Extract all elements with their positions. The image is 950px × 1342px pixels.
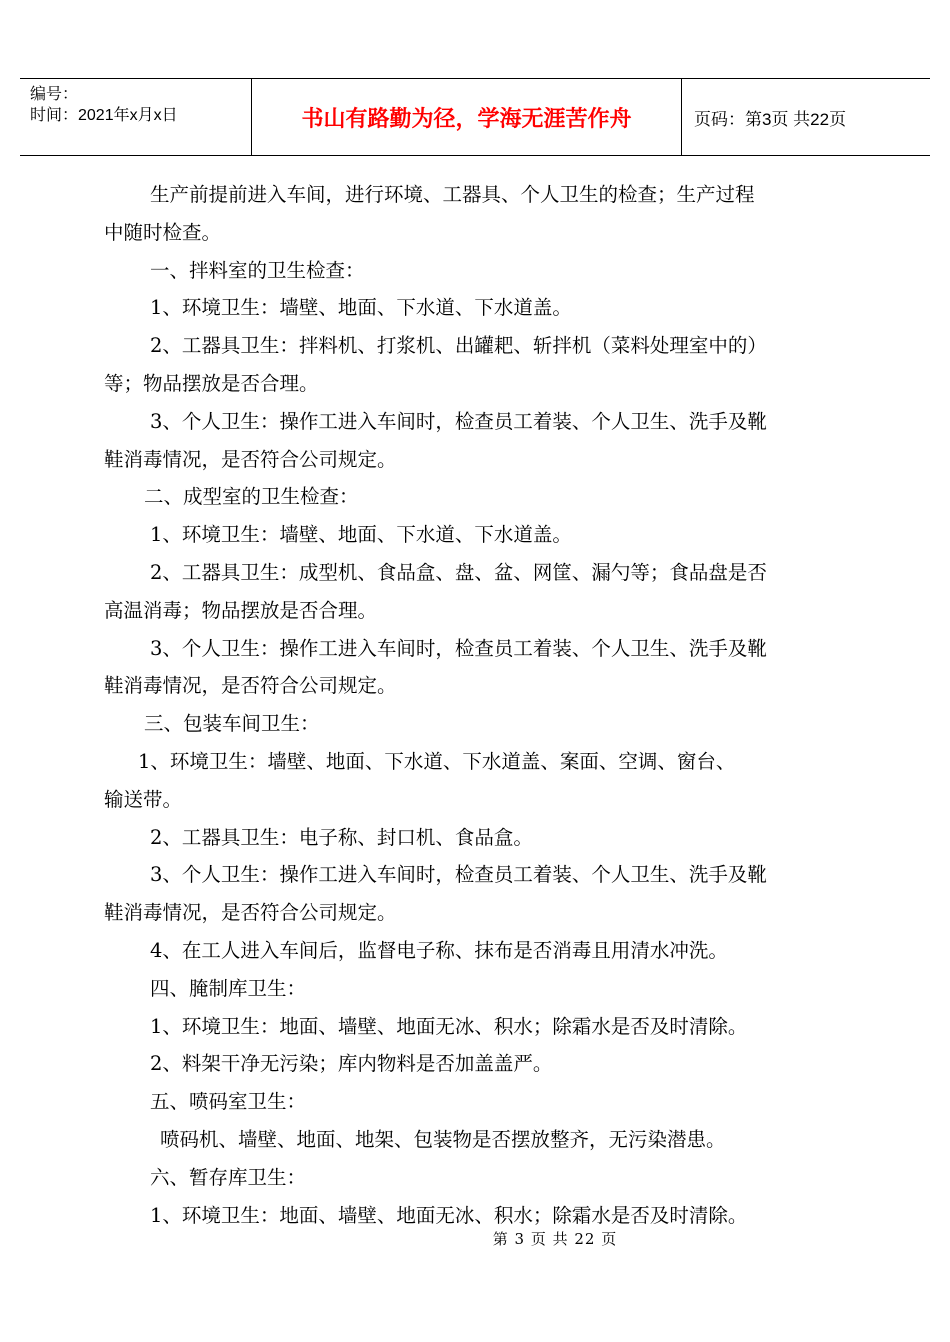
footer-page-number: 第 3 页 共 22 页 bbox=[492, 1230, 618, 1248]
paragraph: 2、工器具卫生：拌料机、打浆机、出罐耙、斩拌机（菜料处理室中的） bbox=[150, 334, 767, 358]
paragraph: 3、个人卫生：操作工进入车间时，检查员工着装、个人卫生、洗手及靴 bbox=[150, 863, 767, 887]
paragraph: 生产前提前进入车间，进行环境、工器具、个人卫生的检查；生产过程 bbox=[150, 183, 755, 206]
section-heading: 五、喷码室卫生： bbox=[150, 1090, 307, 1114]
paragraph: 2、工器具卫生：电子称、封口机、食品盒。 bbox=[150, 825, 533, 849]
page-footer bbox=[0, 1228, 950, 1249]
paragraph: 鞋消毒情况，是否符合公司规定。 bbox=[104, 674, 397, 698]
paragraph: 1、环境卫生：墙壁、地面、下水道、下水道盖。 bbox=[150, 523, 572, 547]
paragraph: 2、料架干净无污染；库内物料是否加盖盖严。 bbox=[150, 1052, 553, 1076]
document-time-label: 时间：2021年x月x日 bbox=[30, 107, 178, 124]
paragraph: 高温消毒；物品摆放是否合理。 bbox=[104, 598, 378, 622]
paragraph: 4、在工人进入车间后，监督电子称、抹布是否消毒且用清水冲洗。 bbox=[150, 938, 728, 962]
paragraph: 等；物品摆放是否合理。 bbox=[104, 371, 319, 395]
paragraph: 1、环境卫生：地面、墙壁、地面无冰、积水；除霜水是否及时清除。 bbox=[150, 1014, 748, 1038]
paragraph: 鞋消毒情况，是否符合公司规定。 bbox=[104, 901, 397, 925]
paragraph: 输送带。 bbox=[104, 787, 183, 811]
document-number-label: 编号： bbox=[30, 86, 79, 103]
section-heading: 一、拌料室的卫生检查： bbox=[150, 258, 365, 282]
paragraph: 3、个人卫生：操作工进入车间时，检查员工着装、个人卫生、洗手及靴 bbox=[150, 409, 767, 433]
paragraph: 1、环境卫生：墙壁、地面、下水道、下水道盖。 bbox=[150, 296, 572, 320]
header-motto bbox=[252, 79, 682, 155]
section-heading: 四、腌制库卫生： bbox=[150, 976, 307, 1000]
motto-text: 书山有路勤为径，学海无涯苦作舟 bbox=[301, 106, 632, 132]
page-header bbox=[20, 78, 930, 156]
document-body bbox=[104, 176, 849, 1234]
paragraph: 鞋消毒情况，是否符合公司规定。 bbox=[104, 447, 397, 471]
paragraph: 1、环境卫生：墙壁、地面、下水道、下水道盖、案面、空调、窗台、 bbox=[138, 749, 736, 773]
paragraph: 3、个人卫生：操作工进入车间时，检查员工着装、个人卫生、洗手及靴 bbox=[150, 636, 767, 660]
section-heading: 六、暂存库卫生： bbox=[150, 1165, 307, 1189]
paragraph: 1、环境卫生：地面、墙壁、地面无冰、积水；除霜水是否及时清除。 bbox=[150, 1203, 748, 1227]
paragraph: 2、工器具卫生：成型机、食品盒、盘、盆、网筐、漏勺等；食品盘是否 bbox=[150, 560, 767, 584]
paragraph: 中随时检查。 bbox=[104, 220, 222, 244]
header-page-info bbox=[682, 79, 930, 155]
paragraph: 喷码机、墙壁、地面、地架、包装物是否摆放整齐，无污染潜患。 bbox=[160, 1127, 726, 1151]
header-meta bbox=[20, 79, 252, 155]
section-heading: 二、成型室的卫生检查： bbox=[144, 485, 359, 509]
page-info-text: 页码：第3页 共22页 bbox=[694, 109, 847, 129]
section-heading: 三、包装车间卫生： bbox=[144, 712, 320, 736]
